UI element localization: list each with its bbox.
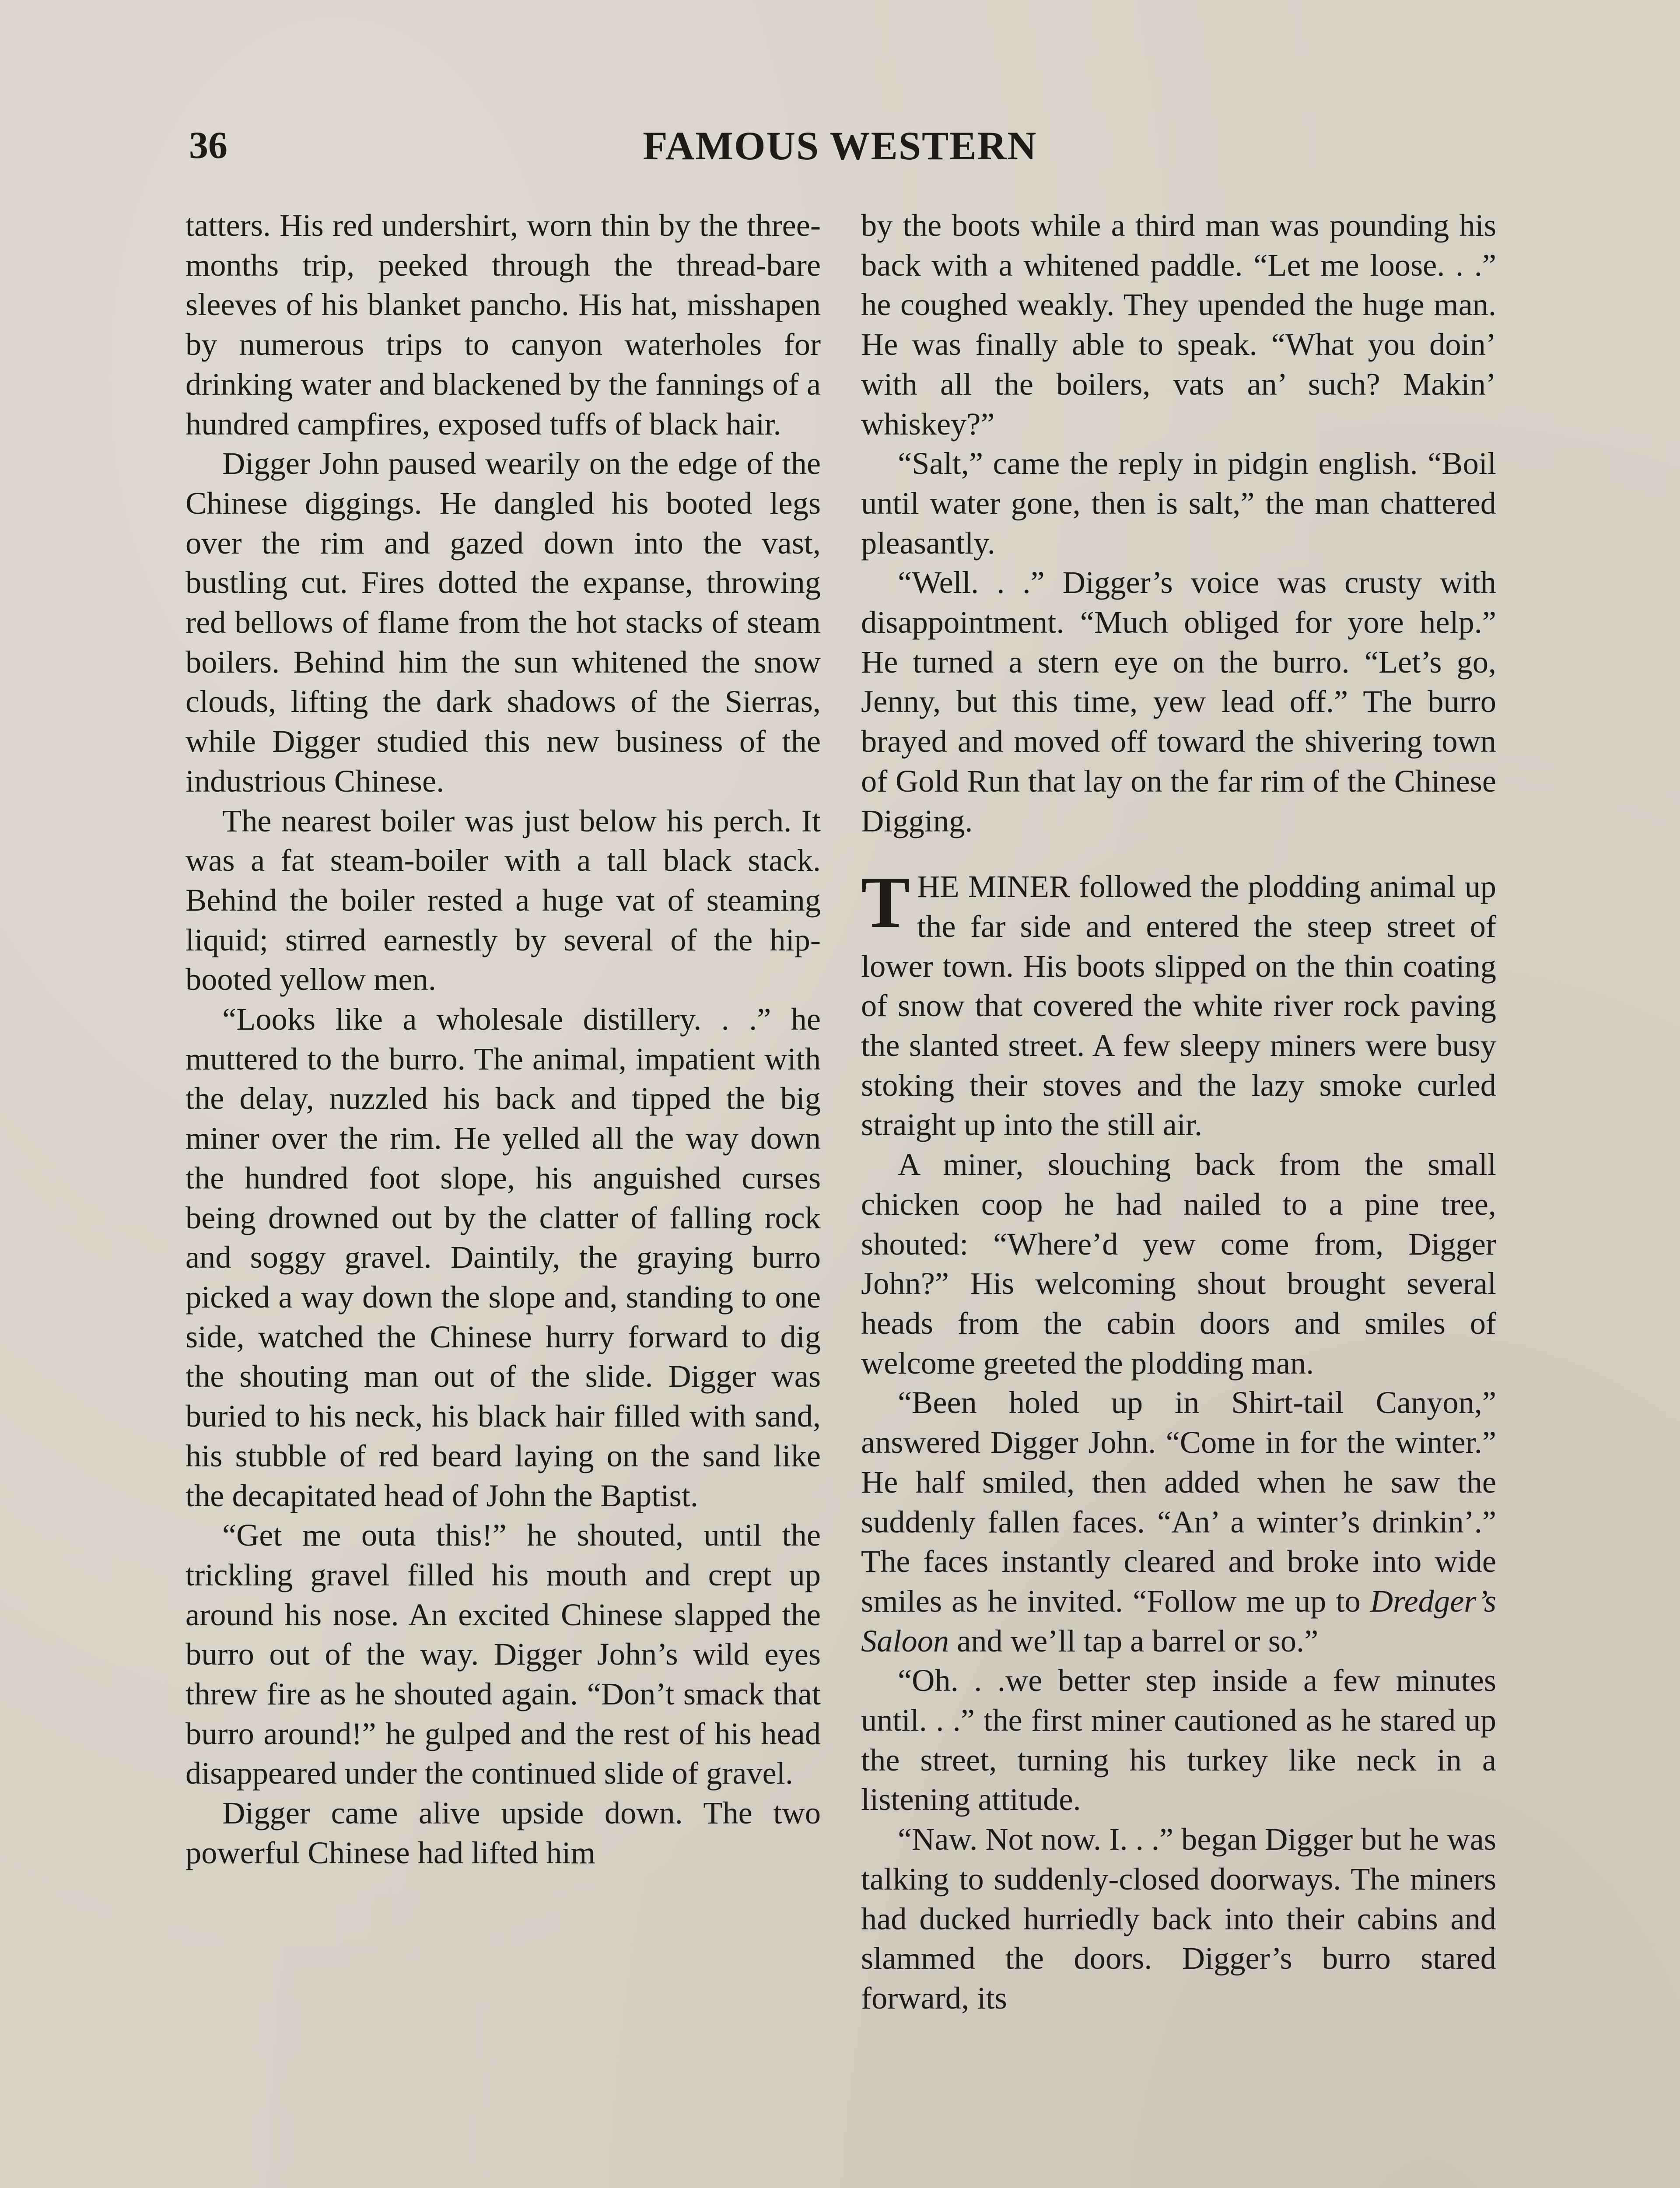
left-column [186, 206, 821, 2188]
paragraph: tatters. His red undershirt, worn thin by the three-months trip, peeked through the thread-bare sleeves of his blanket pancho. His hat, misshapen by numerous trips to canyon waterholes for drinking water and blackened by the fannings of a hundred campfires, exposed tuffs of black hair. [186, 207, 821, 442]
paragraph-text: and we’ll tap a barrel or so.” [949, 1623, 1319, 1659]
paragraph: “Looks like a wholesale distillery. . .” he muttered to the burro. The animal, impatient with the delay, nuzzled his back and tipped the big miner over the rim. He yelled all the way down the hundred foot slope, his anguished curses being drowned out by the clatter of falling rock and soggy gravel. Daintily, the graying burro picked a way down the slope and, standing to one side, watched the Chinese hurry forward to dig the shouting man out of the slide. Digger was buried to his neck, his black hair filled with sand, his stubble of red beard laying on the sand like the decapitated head of John the Baptist. [186, 1001, 821, 1513]
paragraph: A miner, slouching back from the small chicken coop he had nailed to a pine tree, shouted: “Where’d yew come from, Digger John?” His welcoming shout brought several heads from the cabin doors and smiles of welcome greeted the plodding man. [861, 1147, 1496, 1381]
paragraph [861, 1383, 1496, 1661]
page-number: 36 [189, 124, 228, 167]
right-column [861, 206, 1496, 2188]
paragraph: “Oh. . .we better step inside a few minutes until. . .” the first miner cautioned as he stared up the street, turning his turkey like neck in a listening attitude. [861, 1662, 1496, 1817]
paragraph: The nearest boiler was just below his perch. It was a fat steam-boiler with a tall black stack. Behind the boiler rested a huge vat of steaming liquid; stirred earnestly by several of the hip-booted yellow men. [186, 803, 821, 997]
paragraph-text: “Been holed up in Shirt-tail Canyon,” answered Digger John. “Come in for the winter.” He half smiled, then added when he saw the suddenly fallen faces. “An’ a winter’s drinkin’.” The faces instantly cleared and broke into wide smiles as he invited. “Follow me up to [861, 1385, 1496, 1619]
paragraph: “Naw. Not now. I. . .” began Digger but he was talking to suddenly-closed doorways. The miners had ducked hurriedly back into their cabins and slammed the doors. Digger’s burro stared forward, its [861, 1821, 1496, 2016]
paragraph: “Salt,” came the reply in pidgin english. “Boil until water gone, then is salt,” the man chattered pleasantly. [861, 445, 1496, 561]
paragraph: Digger came alive upside down. The two powerful Chinese had lifted him [186, 1795, 821, 1870]
paragraph: by the boots while a third man was pounding his back with a whitened paddle. “Let me loose. . .” he coughed weakly. They upended the huge man. He was finally able to speak. “What you doin’ with all the boilers, vats an’ such? Makin’ whiskey?” [861, 207, 1496, 442]
page-header [0, 117, 1680, 174]
paragraph: Digger John paused wearily on the edge of the Chinese diggings. He dangled his booted legs over the rim and gazed down into the vast, bustling cut. Fires dotted the expanse, throwing red bellows of flame from the hot stacks of steam boilers. Behind him the sun whitened the snow clouds, lifting the dark shadows of the Sierras, while Digger studied this new business of the industrious Chinese. [186, 445, 821, 799]
section-opening-paragraph [861, 862, 1496, 1145]
saloon-name: Dredger’s Saloon [861, 1583, 1496, 1659]
section-opening-text: HE MINER followed the plodding animal up the far side and entered the steep street of lower town. His boots slipped on the thin coating of snow that covered the white river rock paving the slanted street. A few sleepy miners were busy stoking their stoves and the lazy smoke curled straight up into the still air. [861, 869, 1496, 1143]
drop-cap: T [861, 862, 910, 943]
running-head: FAMOUS WESTERN [643, 123, 1037, 168]
paragraph: “Well. . .” Digger’s voice was crusty with disappointment. “Much obliged for yore help.” He turned a stern eye on the burro. “Let’s go, Jenny, but this time, yew lead off.” The burro brayed and moved off toward the shivering town of Gold Run that lay on the far rim of the Chinese Digging. [861, 565, 1496, 838]
paragraph: “Get me outa this!” he shouted, until the trickling gravel filled his mouth and crept up around his nose. An excited Chinese slapped the burro out of the way. Digger John’s wild eyes threw fire as he shouted again. “Don’t smack that burro around!” he gulped and the rest of his head disappeared under the continued slide of gravel. [186, 1517, 821, 1791]
